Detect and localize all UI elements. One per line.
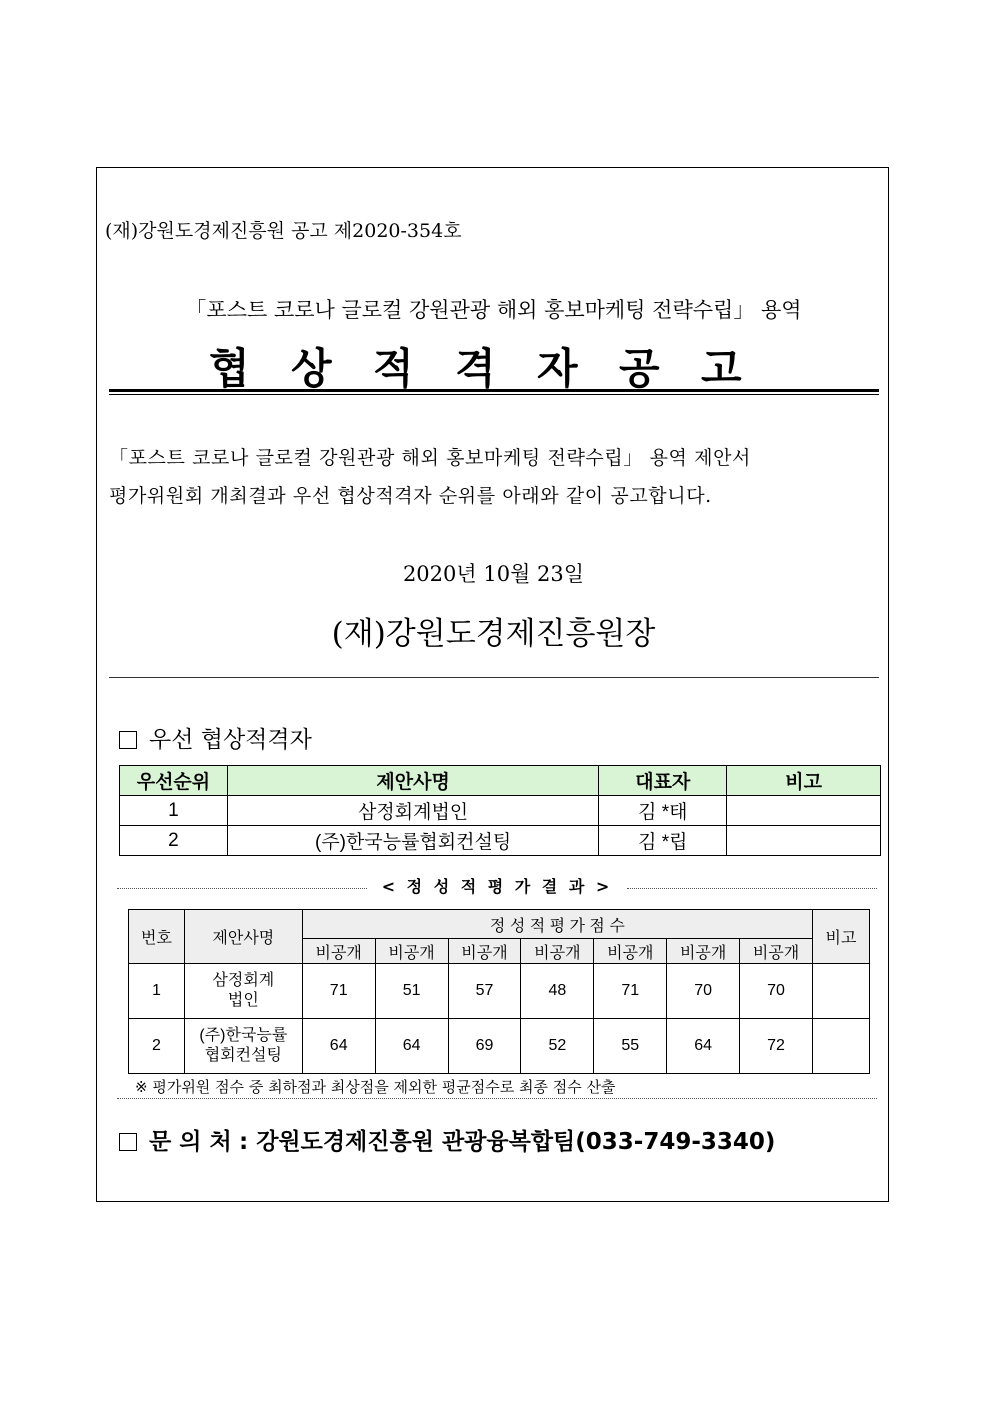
score-cell: 70 xyxy=(667,964,740,1019)
body-text-line-2: 평가위원회 개최결과 우선 협상적격자 순위를 아래와 같이 공고합니다. xyxy=(109,485,712,507)
notice-number: (재)강원도경제진흥원 공고 제2020-354호 xyxy=(105,220,462,242)
header-no: 번호 xyxy=(129,910,185,964)
main-title-char: 자 xyxy=(537,344,578,393)
header-score-group: 정 성 적 평 가 점 수 xyxy=(302,910,812,939)
header-evaluator: 비공개 xyxy=(521,939,594,964)
title-double-rule-bottom xyxy=(109,394,879,395)
evaluation-title-row xyxy=(117,874,877,896)
note-cell xyxy=(812,1019,869,1074)
header-evaluator: 비공개 xyxy=(375,939,448,964)
section-priority-title xyxy=(119,721,312,754)
header-evaluator: 비공개 xyxy=(302,939,375,964)
representative-cell: 김 *태 xyxy=(599,796,727,826)
main-title xyxy=(209,336,783,396)
contact-line xyxy=(119,1123,775,1156)
issuer-name: (재)강원도경제진흥원장 xyxy=(331,616,656,652)
company-cell xyxy=(184,964,302,1019)
score-cell: 69 xyxy=(448,1019,521,1074)
checkbox-square-icon xyxy=(119,731,137,749)
header-evaluator: 비공개 xyxy=(667,939,740,964)
score-cell: 64 xyxy=(667,1019,740,1074)
table-row xyxy=(129,1019,870,1074)
main-title-char: 격 xyxy=(455,344,496,393)
section-priority-label: 우선 협상적격자 xyxy=(149,727,312,753)
header-rank: 우선순위 xyxy=(120,766,228,796)
header-evaluator: 비공개 xyxy=(594,939,667,964)
score-cell: 71 xyxy=(302,964,375,1019)
notice-date: 2020년 10월 23일 xyxy=(402,562,585,586)
header-company: 제안사명 xyxy=(184,910,302,964)
priority-table-header xyxy=(120,766,881,796)
company-line-2: 법인 xyxy=(227,992,259,1009)
company-cell: (주)한국능률협회컨설팅 xyxy=(227,826,598,856)
evaluation-table xyxy=(128,909,870,1074)
main-title-char: 고 xyxy=(701,344,742,393)
company-line-1: (주)한국능률 xyxy=(199,1027,288,1044)
header-evaluator: 비공개 xyxy=(448,939,521,964)
service-title: 「포스트 코로나 글로컬 강원관광 해외 홍보마케팅 전략수립」 용역 xyxy=(185,298,802,322)
company-cell: 삼정회계법인 xyxy=(227,796,598,826)
no-cell: 1 xyxy=(129,964,185,1019)
checkbox-square-icon xyxy=(119,1133,137,1151)
score-cell: 55 xyxy=(594,1019,667,1074)
score-cell: 52 xyxy=(521,1019,594,1074)
score-cell: 51 xyxy=(375,964,448,1019)
evaluation-header-row-1 xyxy=(129,910,870,939)
table-row xyxy=(120,826,881,856)
priority-table xyxy=(119,765,881,856)
evaluation-title: < 정 성 적 평 가 결 과 > xyxy=(381,877,613,896)
company-line-1: 삼정회계 xyxy=(212,972,275,989)
header-company: 제안사명 xyxy=(227,766,598,796)
score-cell: 70 xyxy=(740,964,813,1019)
contact-label: 문 의 처 xyxy=(149,1129,232,1155)
rank-cell: 2 xyxy=(120,826,228,856)
main-title-char: 협 xyxy=(209,344,250,393)
body-text-line-1: 「포스트 코로나 글로컬 강원관광 해외 홍보마케팅 전략수립」 용역 제안서 xyxy=(109,447,751,469)
note-cell xyxy=(727,826,881,856)
evaluation-footnote: ※ 평가위원 점수 중 최하점과 최상점을 제외한 평균점수로 최종 점수 산출 xyxy=(135,1078,616,1096)
main-title-char: 상 xyxy=(291,344,332,393)
dotted-rule-bottom xyxy=(117,1098,877,1099)
header-evaluator: 비공개 xyxy=(740,939,813,964)
no-cell: 2 xyxy=(129,1019,185,1074)
note-cell xyxy=(812,964,869,1019)
header-representative: 대표자 xyxy=(599,766,727,796)
notice-frame xyxy=(96,167,889,1202)
score-cell: 71 xyxy=(594,964,667,1019)
company-line-2: 협회컨설팅 xyxy=(204,1047,282,1064)
score-cell: 72 xyxy=(740,1019,813,1074)
title-double-rule-top xyxy=(109,389,879,392)
score-cell: 64 xyxy=(375,1019,448,1074)
representative-cell: 김 *립 xyxy=(599,826,727,856)
header-note: 비고 xyxy=(812,910,869,964)
score-cell: 48 xyxy=(521,964,594,1019)
table-row xyxy=(120,796,881,826)
table-row xyxy=(129,964,870,1019)
note-cell xyxy=(727,796,881,826)
divider-line xyxy=(109,677,879,678)
company-cell xyxy=(184,1019,302,1074)
main-title-char: 공 xyxy=(619,344,660,393)
score-cell: 57 xyxy=(448,964,521,1019)
main-title-char: 적 xyxy=(373,344,414,393)
dotted-rule-right xyxy=(627,888,877,889)
contact-text: : 강원도경제진흥원 관광융복합팀(033-749-3340) xyxy=(238,1129,776,1155)
score-cell: 64 xyxy=(302,1019,375,1074)
header-note: 비고 xyxy=(727,766,881,796)
rank-cell: 1 xyxy=(120,796,228,826)
